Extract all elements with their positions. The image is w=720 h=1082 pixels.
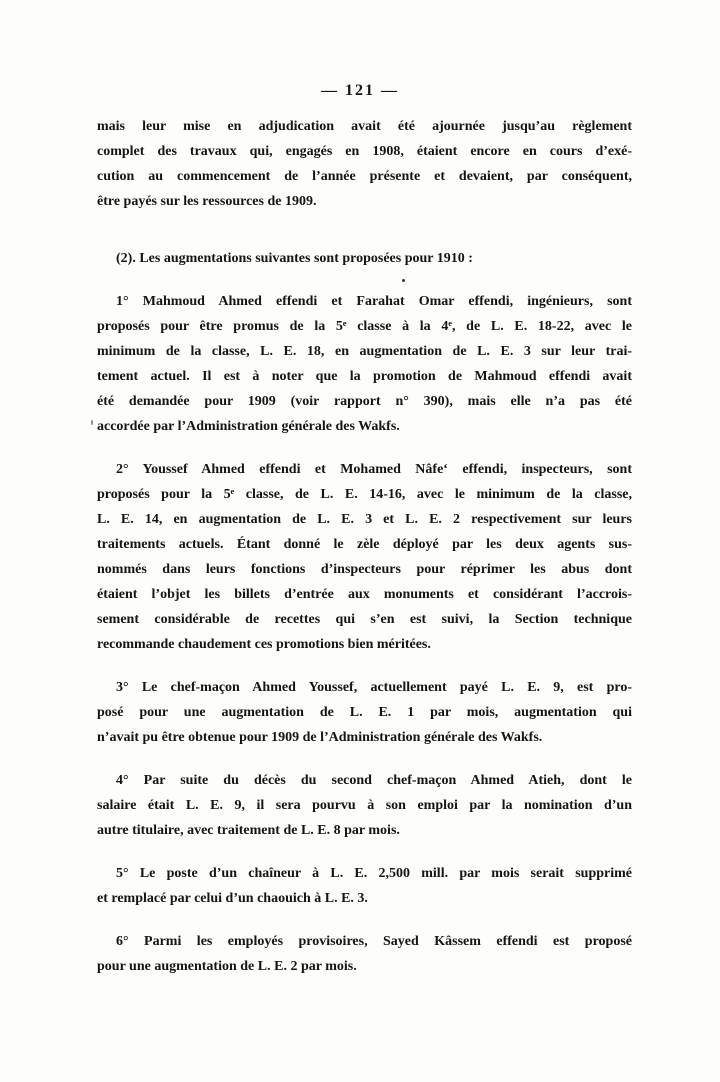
paragraph	[97, 114, 632, 214]
print-artifact	[402, 279, 405, 282]
text-line: (2). Les augmentations suivantes sont proposées pour 1910 :	[116, 251, 473, 266]
paragraph	[97, 861, 632, 911]
print-artifact	[91, 420, 93, 425]
page-body	[97, 114, 632, 979]
text-line: accordée par l’Administration générale des Wakfs.	[97, 419, 400, 434]
text-line: autre titulaire, avec traitement de L. E. 8 par mois.	[97, 823, 400, 838]
text-line: 6° Parmi les employés provisoires, Sayed Kâssem effendi est proposé	[116, 934, 632, 949]
text-line: 2° Youssef Ahmed effendi et Mohamed Nâfe‘ effendi, inspecteurs, sont	[116, 462, 632, 477]
text-line: complet des travaux qui, engagés en 1908, étaient encore en cours d’exé-	[97, 144, 632, 159]
text-line: été demandée pour 1909 (voir rapport n° 390), mais elle n’a pas été	[97, 394, 632, 409]
text-line: 3° Le chef-maçon Ahmed Youssef, actuellement payé L. E. 9, est pro-	[116, 680, 632, 695]
text-line: recommande chaudement ces promotions bien méritées.	[97, 637, 431, 652]
text-line: tement actuel. Il est à noter que la promotion de Mahmoud effendi avait	[97, 369, 632, 384]
text-line: sement considérable de recettes qui s’en est suivi, la Section technique	[97, 612, 632, 627]
page-number: — 121 —	[321, 82, 399, 99]
text-line: traitements actuels. Étant donné le zèle déployé par les deux agents sus-	[97, 537, 632, 552]
paragraph	[97, 768, 632, 843]
text-line: proposés pour la 5ᵉ classe, de L. E. 14-16, avec le minimum de la classe,	[97, 487, 632, 502]
paragraph	[97, 929, 632, 979]
text-line: minimum de la classe, L. E. 18, en augmentation de L. E. 3 sur leur trai-	[97, 344, 632, 359]
text-line: pour une augmentation de L. E. 2 par mois.	[97, 959, 357, 974]
text-line: étaient l’objet les billets d’entrée aux monuments et considérant l’accrois-	[97, 587, 632, 602]
text-line: mais leur mise en adjudication avait été ajournée jusqu’au règlement	[97, 119, 632, 134]
paragraph	[97, 246, 632, 271]
text-line: 5° Le poste d’un chaîneur à L. E. 2,500 mill. par mois serait supprimé	[116, 866, 632, 881]
text-line: être payés sur les ressources de 1909.	[97, 194, 317, 209]
paragraph	[97, 675, 632, 750]
text-line: et remplacé par celui d’un chaouich à L. E. 3.	[97, 891, 368, 906]
text-line: salaire était L. E. 9, il sera pourvu à son emploi par la nomination d’un	[97, 798, 632, 813]
text-line: L. E. 14, en augmentation de L. E. 3 et L. E. 2 respectivement sur leurs	[97, 512, 632, 527]
text-line: 4° Par suite du décès du second chef-maçon Ahmed Atieh, dont le	[116, 773, 632, 788]
text-line: posé pour une augmentation de L. E. 1 par mois, augmentation qui	[97, 705, 632, 720]
text-line: 1° Mahmoud Ahmed effendi et Farahat Omar effendi, ingénieurs, sont	[116, 294, 632, 309]
text-line: n’avait pu être obtenue pour 1909 de l’Administration générale des Wakfs.	[97, 730, 543, 745]
text-line: nommés dans leurs fonctions d’inspecteurs pour réprimer les abus dont	[97, 562, 632, 577]
paragraph	[97, 457, 632, 657]
text-line: proposés pour être promus de la 5ᵉ classe à la 4ᵉ, de L. E. 18-22, avec le	[97, 319, 632, 334]
paragraph	[97, 289, 632, 439]
text-line: cution au commencement de l’année présente et devaient, par conséquent,	[97, 169, 632, 184]
